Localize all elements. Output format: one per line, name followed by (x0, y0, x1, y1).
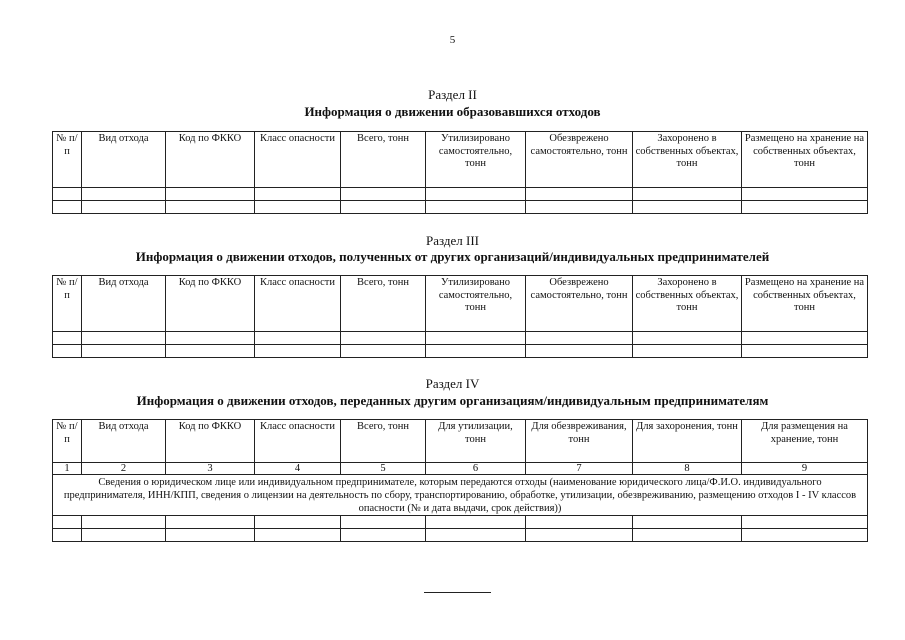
col-header-fkko-code: Код по ФККО (166, 420, 255, 463)
table-cell[interactable] (742, 345, 868, 358)
col-header-utilized-self: Утилизировано самостоятельно, тонн (426, 132, 526, 188)
col-header-no: № п/п (53, 132, 82, 188)
col-header-total: Всего, тонн (341, 276, 426, 332)
table-cell[interactable] (633, 188, 742, 201)
section-4-table (52, 419, 868, 542)
col-header-buried-own: Захоронено в собственных объектах, тонн (633, 276, 742, 332)
col-header-for-burial: Для захоронения, тонн (633, 420, 742, 463)
col-header-hazard-class: Класс опасности (255, 420, 341, 463)
table-cell[interactable] (526, 188, 633, 201)
table-cell[interactable] (742, 201, 868, 214)
section-3-title: Информация о движении отходов, полученных от других организаций/индивидуальных предпринимателей (135, 249, 770, 264)
table-cell[interactable] (53, 188, 82, 201)
col-header-waste-type: Вид отхода (82, 132, 166, 188)
table-cell[interactable] (255, 516, 341, 529)
table-row (53, 188, 868, 201)
table-cell[interactable] (633, 529, 742, 542)
table-cell[interactable] (53, 332, 82, 345)
table-cell[interactable] (526, 345, 633, 358)
section-3-label: Раздел III (425, 233, 479, 248)
table-cell[interactable] (341, 201, 426, 214)
table-cell[interactable] (633, 332, 742, 345)
table-cell[interactable] (341, 529, 426, 542)
table-cell[interactable] (742, 188, 868, 201)
column-number: 6 (426, 463, 526, 475)
table-cell[interactable] (166, 345, 255, 358)
col-header-total: Всего, тонн (341, 420, 426, 463)
table-cell[interactable] (426, 201, 526, 214)
section-4-label: Раздел IV (425, 376, 480, 391)
table-cell[interactable] (166, 201, 255, 214)
table-cell[interactable] (426, 188, 526, 201)
column-number: 7 (526, 463, 633, 475)
column-number: 5 (341, 463, 426, 475)
table-cell[interactable] (426, 529, 526, 542)
recipient-info-row (53, 475, 868, 516)
table-cell[interactable] (526, 201, 633, 214)
table-cell[interactable] (742, 516, 868, 529)
column-number: 1 (53, 463, 82, 475)
table-cell[interactable] (742, 529, 868, 542)
table-cell[interactable] (255, 332, 341, 345)
table-cell[interactable] (526, 516, 633, 529)
col-header-buried-own: Захоронено в собственных объектах, тонн (633, 132, 742, 188)
table-cell[interactable] (166, 516, 255, 529)
table-cell[interactable] (633, 345, 742, 358)
table-cell[interactable] (255, 345, 341, 358)
col-header-utilized-self: Утилизировано самостоятельно, тонн (426, 276, 526, 332)
col-header-neutralized-self: Обезврежено самостоятельно, тонн (526, 132, 633, 188)
table-row (53, 345, 868, 358)
table-cell[interactable] (166, 188, 255, 201)
col-header-for-neutralization: Для обезвреживания, тонн (526, 420, 633, 463)
column-number: 8 (633, 463, 742, 475)
table-cell[interactable] (426, 516, 526, 529)
table-cell[interactable] (166, 529, 255, 542)
table-cell[interactable] (82, 332, 166, 345)
table-cell[interactable] (742, 332, 868, 345)
column-number: 9 (742, 463, 868, 475)
col-header-waste-type: Вид отхода (82, 420, 166, 463)
table-row (53, 516, 868, 529)
table-row (53, 201, 868, 214)
column-number-row (53, 463, 868, 475)
table-cell[interactable] (82, 345, 166, 358)
col-header-hazard-class: Класс опасности (255, 132, 341, 188)
col-header-stored-own: Размещено на хранение на собственных объектах, тонн (742, 276, 868, 332)
table-cell[interactable] (53, 529, 82, 542)
footer-rule (424, 592, 491, 593)
table-cell[interactable] (166, 332, 255, 345)
col-header-fkko-code: Код по ФККО (166, 276, 255, 332)
table-cell[interactable] (526, 529, 633, 542)
table-cell[interactable] (633, 516, 742, 529)
col-header-no: № п/п (53, 420, 82, 463)
table-cell[interactable] (53, 201, 82, 214)
section-2-label: Раздел II (428, 87, 477, 102)
table-cell[interactable] (82, 529, 166, 542)
table-cell[interactable] (53, 516, 82, 529)
col-header-stored-own: Размещено на хранение на собственных объектах, тонн (742, 132, 868, 188)
table-cell[interactable] (633, 201, 742, 214)
table-cell[interactable] (255, 201, 341, 214)
col-header-total: Всего, тонн (341, 132, 426, 188)
table-cell[interactable] (341, 188, 426, 201)
table-cell[interactable] (341, 345, 426, 358)
table-cell[interactable] (82, 201, 166, 214)
table-cell[interactable] (53, 345, 82, 358)
col-header-neutralized-self: Обезврежено самостоятельно, тонн (526, 276, 633, 332)
column-number: 2 (82, 463, 166, 475)
table-cell[interactable] (426, 345, 526, 358)
table-cell[interactable] (82, 516, 166, 529)
table-cell[interactable] (526, 332, 633, 345)
section-4-title: Информация о движении отходов, переданных другим организациям/индивидуальным предпринимателям (136, 393, 769, 408)
column-number: 3 (166, 463, 255, 475)
table-cell[interactable] (82, 188, 166, 201)
section-3-table (52, 275, 868, 358)
column-number: 4 (255, 463, 341, 475)
section-2-table (52, 131, 868, 214)
table-cell[interactable] (341, 516, 426, 529)
section-2-title: Информация о движении образовавшихся отходов (304, 104, 601, 119)
recipient-info-text: Сведения о юридическом лице или индивидуальном предпринимателе, которым передаются отходы (наименование юридического лица/Ф.И.О. индивидуального предпринимателя, ИНН/КПП, сведения о лицензии на деятельность по сбору, транспортированию, обработке, утилизации, обезвреживанию, размещению отходов I - IV классов опасности (№ и дата выдачи, срок действия)) (53, 475, 868, 516)
col-header-for-utilization: Для утилизации, тонн (426, 420, 526, 463)
col-header-for-storage: Для размещения на хранение, тонн (742, 420, 868, 463)
col-header-fkko-code: Код по ФККО (166, 132, 255, 188)
page-number: 5 (449, 34, 456, 46)
table-cell[interactable] (255, 188, 341, 201)
table-cell[interactable] (255, 529, 341, 542)
col-header-waste-type: Вид отхода (82, 276, 166, 332)
table-cell[interactable] (341, 332, 426, 345)
table-cell[interactable] (426, 332, 526, 345)
table-row (53, 529, 868, 542)
col-header-no: № п/п (53, 276, 82, 332)
table-row (53, 332, 868, 345)
col-header-hazard-class: Класс опасности (255, 276, 341, 332)
